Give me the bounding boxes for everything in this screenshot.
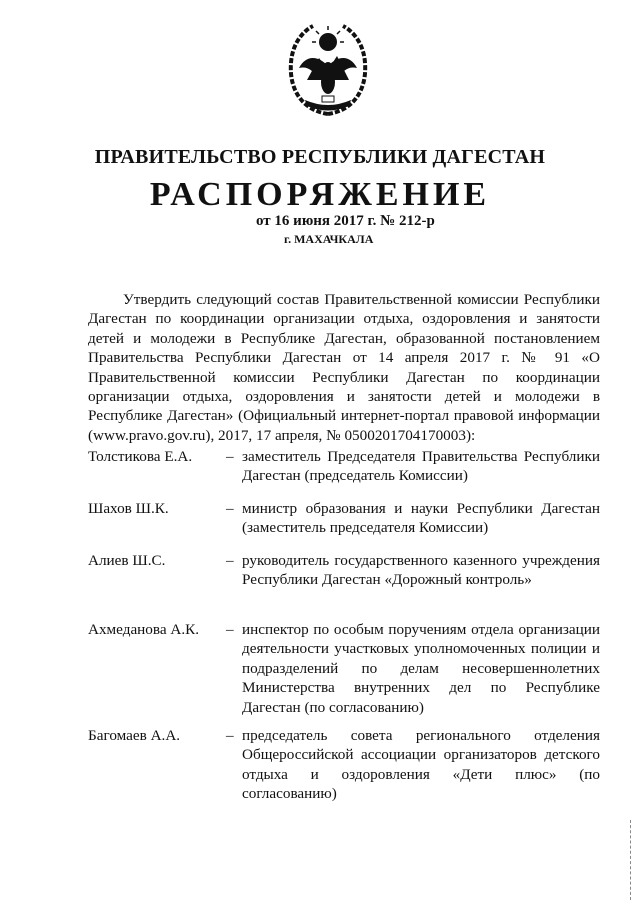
document-city: г. МАХАЧКАЛА: [284, 232, 374, 246]
member-role: инспектор по особым поручениям отдела организации деятельности участковых уполномоченных полиции и подразделений по делам несовершеннолетних Министерства внутренних дел по Республике Дагестан (по согласованию): [242, 621, 600, 716]
member-dash: –: [226, 500, 234, 517]
member-role: заместитель Председателя Правительства Республики Дагестан (председатель Комиссии): [242, 448, 600, 485]
member-name: Шахов Ш.К.: [88, 500, 169, 517]
member-name: Толстикова Е.А.: [88, 448, 193, 465]
member-dash: –: [226, 448, 234, 465]
member-name: Алиев Ш.С.: [88, 552, 166, 569]
member-dash: –: [226, 727, 234, 744]
member-dash: –: [226, 552, 234, 569]
intro-paragraph: Утвердить следующий состав Правительственной комиссии Республики Дагестан по координации организации отдыха, оздоровления и занятости детей и молодежи в Республике Дагестан, образованной постановлением Правительства Республики Дагестан от 14 апреля 2017 г. № 91 «О Правительственной комиссии Республики Дагестан по координации организации отдыха, оздоровления и занятости детей и молодежи в Республике Дагестан» (Официальный интернет-портал правовой информации (www.pravo.gov.ru), 2017, 17 апреля, № 0500201704170003):: [88, 291, 600, 444]
government-title: ПРАВИТЕЛЬСТВО РЕСПУБЛИКИ ДАГЕСТАН: [94, 146, 546, 168]
member-name: Багомаев А.А.: [88, 727, 181, 744]
member-role: председатель совета регионального отделения Общероссийской ассоциации организаторов детского отдыха и оздоровления «Дети плюс» (по согласованию): [242, 727, 600, 803]
member-name: Ахмеданова А.К.: [88, 621, 200, 638]
document-date-number: от 16 июня 2017 г. № 212-р: [256, 213, 435, 229]
scan-edge-mark: [630, 820, 633, 900]
member-dash: –: [226, 621, 234, 638]
member-role: министр образования и науки Республики Дагестан (заместитель председателя Комиссии): [242, 500, 600, 537]
member-role: руководитель государственного казенного учреждения Республики Дагестан «Дорожный контроль»: [242, 552, 600, 589]
dagestan-coat-of-arms-icon: [283, 18, 373, 118]
document-type: РАСПОРЯЖЕНИЕ: [149, 176, 491, 213]
